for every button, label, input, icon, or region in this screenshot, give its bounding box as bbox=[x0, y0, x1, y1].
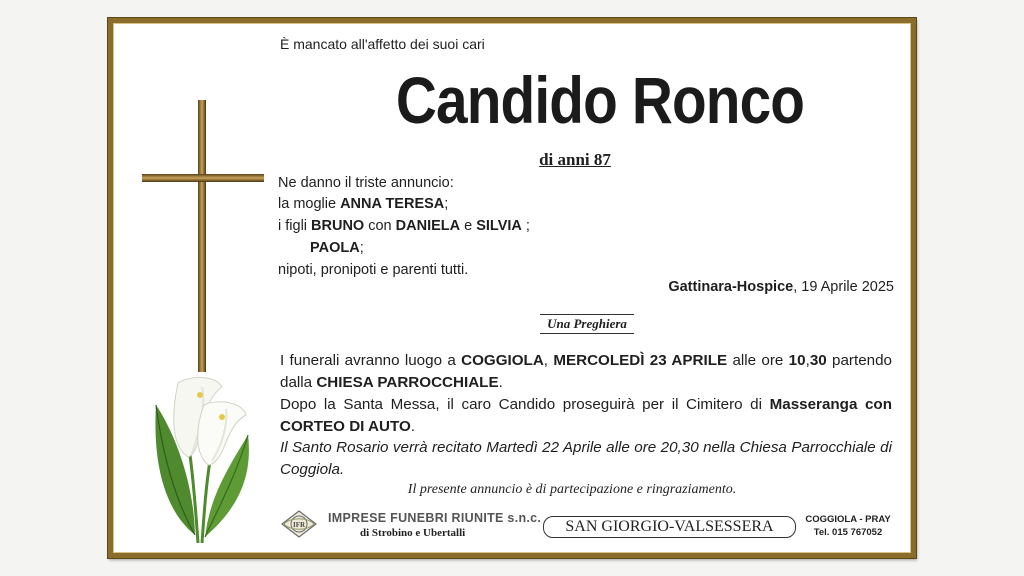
branch-cities: COGGIOLA - PRAY bbox=[805, 514, 891, 525]
children-line: i figli BRUNO con DANIELA e SILVIA ; bbox=[278, 218, 530, 234]
place: Gattinara-Hospice bbox=[668, 279, 794, 295]
prayer-label: Una Preghiera bbox=[540, 314, 634, 334]
child-name: SILVIA bbox=[476, 218, 522, 234]
deceased-name: Candido Ronco bbox=[395, 63, 805, 137]
lily-flowers-icon bbox=[150, 365, 260, 545]
announcement-line: Ne danno il triste annuncio: bbox=[278, 175, 454, 191]
child3-line: PAOLA; bbox=[310, 240, 364, 256]
child-name: PAOLA bbox=[310, 240, 360, 256]
cross-icon bbox=[138, 96, 268, 376]
company-name: IMPRESE FUNEBRI RIUNITE s.n.c. bbox=[328, 511, 542, 525]
child-name: BRUNO bbox=[311, 218, 365, 234]
company-logo-icon bbox=[280, 509, 318, 539]
age-text: di anni 87 bbox=[539, 150, 611, 169]
phone-number: Tel. 015 767052 bbox=[813, 527, 883, 538]
logo-letters: IFR bbox=[292, 521, 306, 529]
funeral-paragraph: I funerali avranno luogo a COGGIOLA, MERCOLEDÌ 23 APRILE alle ore 10,30 partendo dalla CHIESA PARROCCHIALE. bbox=[280, 352, 892, 391]
wife-name: ANNA TERESA bbox=[340, 196, 445, 212]
thanks-text: Il presente annuncio è di partecipazione e ringraziamento. bbox=[407, 482, 737, 497]
relatives-line: nipoti, pronipoti e parenti tutti. bbox=[278, 262, 469, 278]
intro-text: È mancato all'affetto dei suoi cari bbox=[280, 36, 485, 52]
place-date bbox=[668, 279, 894, 295]
child-partner-name: DANIELA bbox=[395, 218, 461, 234]
company-owners: di Strobino e Ubertalli bbox=[360, 527, 466, 539]
rosary-paragraph: Il Santo Rosario verrà recitato Martedì 22 Aprile alle ore 20,30 nella Chiesa Parrocchiale di Coggiola. bbox=[280, 439, 892, 478]
date: , 19 Aprile 2025 bbox=[793, 279, 894, 295]
wife-line: la moglie ANNA TERESA; bbox=[278, 196, 449, 212]
branch-badge: SAN GIORGIO-VALSESSERA bbox=[543, 516, 796, 538]
mass-paragraph: Dopo la Santa Messa, il caro Candido proseguirà per il Cimitero di Masseranga con CORTEO DI AUTO. bbox=[280, 396, 892, 435]
